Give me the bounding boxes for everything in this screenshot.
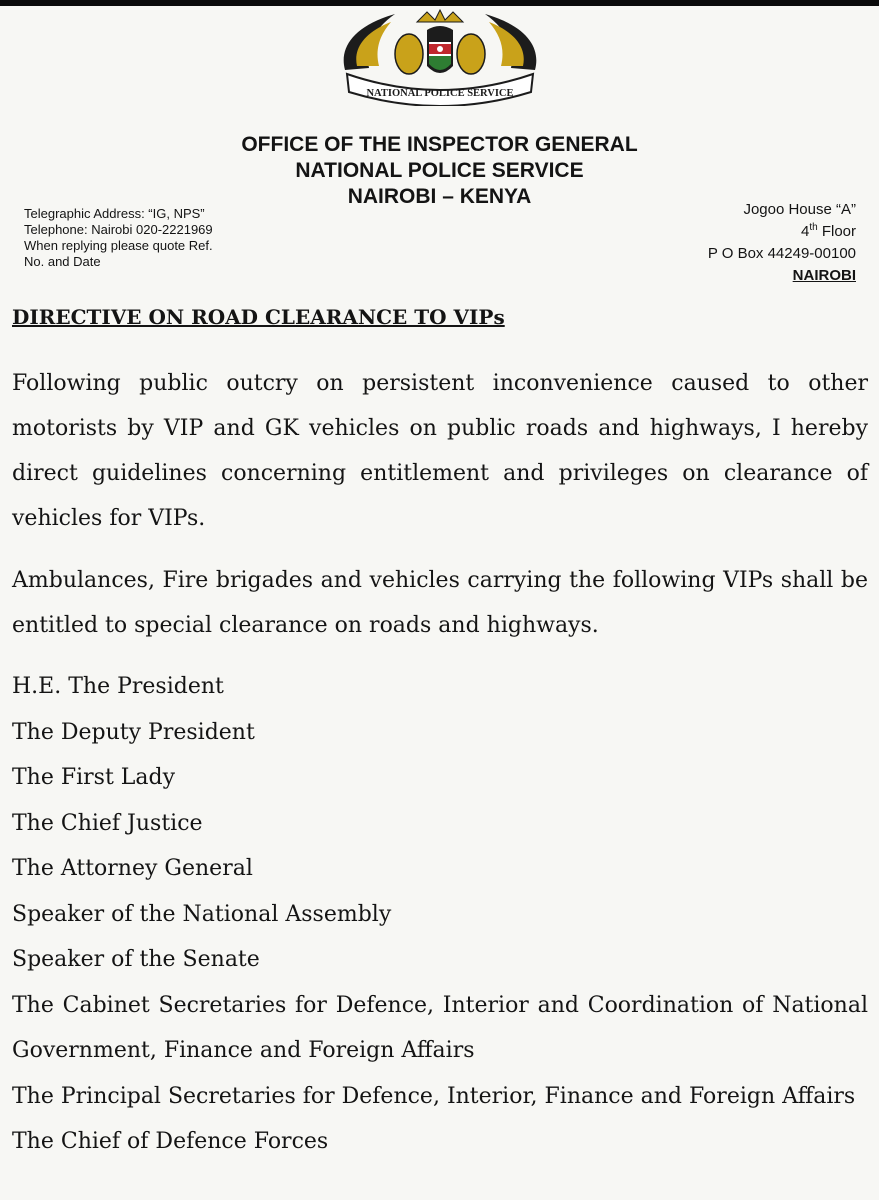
floor-number: 4 [800, 223, 810, 240]
list-item: The Attorney General [12, 856, 253, 881]
paragraph-entitlement: Ambulances, Fire brigades and vehicles carrying the following VIPs shall be entitled to special clearance on roads and highways. [12, 568, 868, 638]
list-item: The Chief of Defence Forces [12, 1129, 329, 1154]
floor [708, 221, 856, 243]
telegraphic-address: Telegraphic Address: “IG, NPS” [24, 206, 205, 221]
national-police-service-emblem-icon [335, 8, 545, 106]
building: Jogoo House “A” [743, 201, 856, 218]
header-service-line: NATIONAL POLICE SERVICE [295, 159, 584, 182]
reply-note: When replying please quote Ref. [24, 238, 213, 253]
list-item: Speaker of the National Assembly [12, 901, 392, 927]
vip-list [12, 664, 868, 1165]
right-address-block [708, 199, 856, 287]
city: NAIROBI [792, 267, 856, 284]
telephone: Telephone: Nairobi 020-2221969 [24, 222, 213, 237]
paragraph-intro: Following public outcry on persistent inconvenience caused to other motorists by VIP and GK vehicles on public roads and highways, I hereby direct guidelines concerning entitlement and privileges on clearance of vehicles for VIPs. [12, 371, 868, 531]
list-item: The Principal Secretaries for Defence, Interior, Finance and Foreign Affairs [12, 1083, 856, 1109]
directive-title: DIRECTIVE ON ROAD CLEARANCE TO VIPs [12, 305, 505, 329]
list-item: The Cabinet Secretaries for Defence, Interior and Coordination of National Government, Finance and Foreign Affairs [12, 992, 868, 1063]
header-city-line: NAIROBI – KENYA [347, 185, 532, 208]
floor-word: Floor [817, 223, 856, 240]
list-item: H.E. The President [12, 674, 224, 699]
list-item: The Chief Justice [12, 810, 203, 836]
emblem-banner-text: NATIONAL POLICE SERVICE [366, 88, 514, 99]
top-edge-bar [0, 0, 879, 6]
header-office-line: OFFICE OF THE INSPECTOR GENERAL [241, 133, 638, 156]
list-item: The Deputy President [12, 719, 255, 745]
reply-note-cont: No. and Date [24, 254, 101, 269]
list-item: Speaker of the Senate [12, 947, 260, 972]
list-item: The First Lady [12, 765, 176, 790]
floor-suffix: th [809, 222, 818, 233]
left-address-block [24, 206, 213, 270]
po-box: P O Box 44249-00100 [707, 245, 856, 262]
